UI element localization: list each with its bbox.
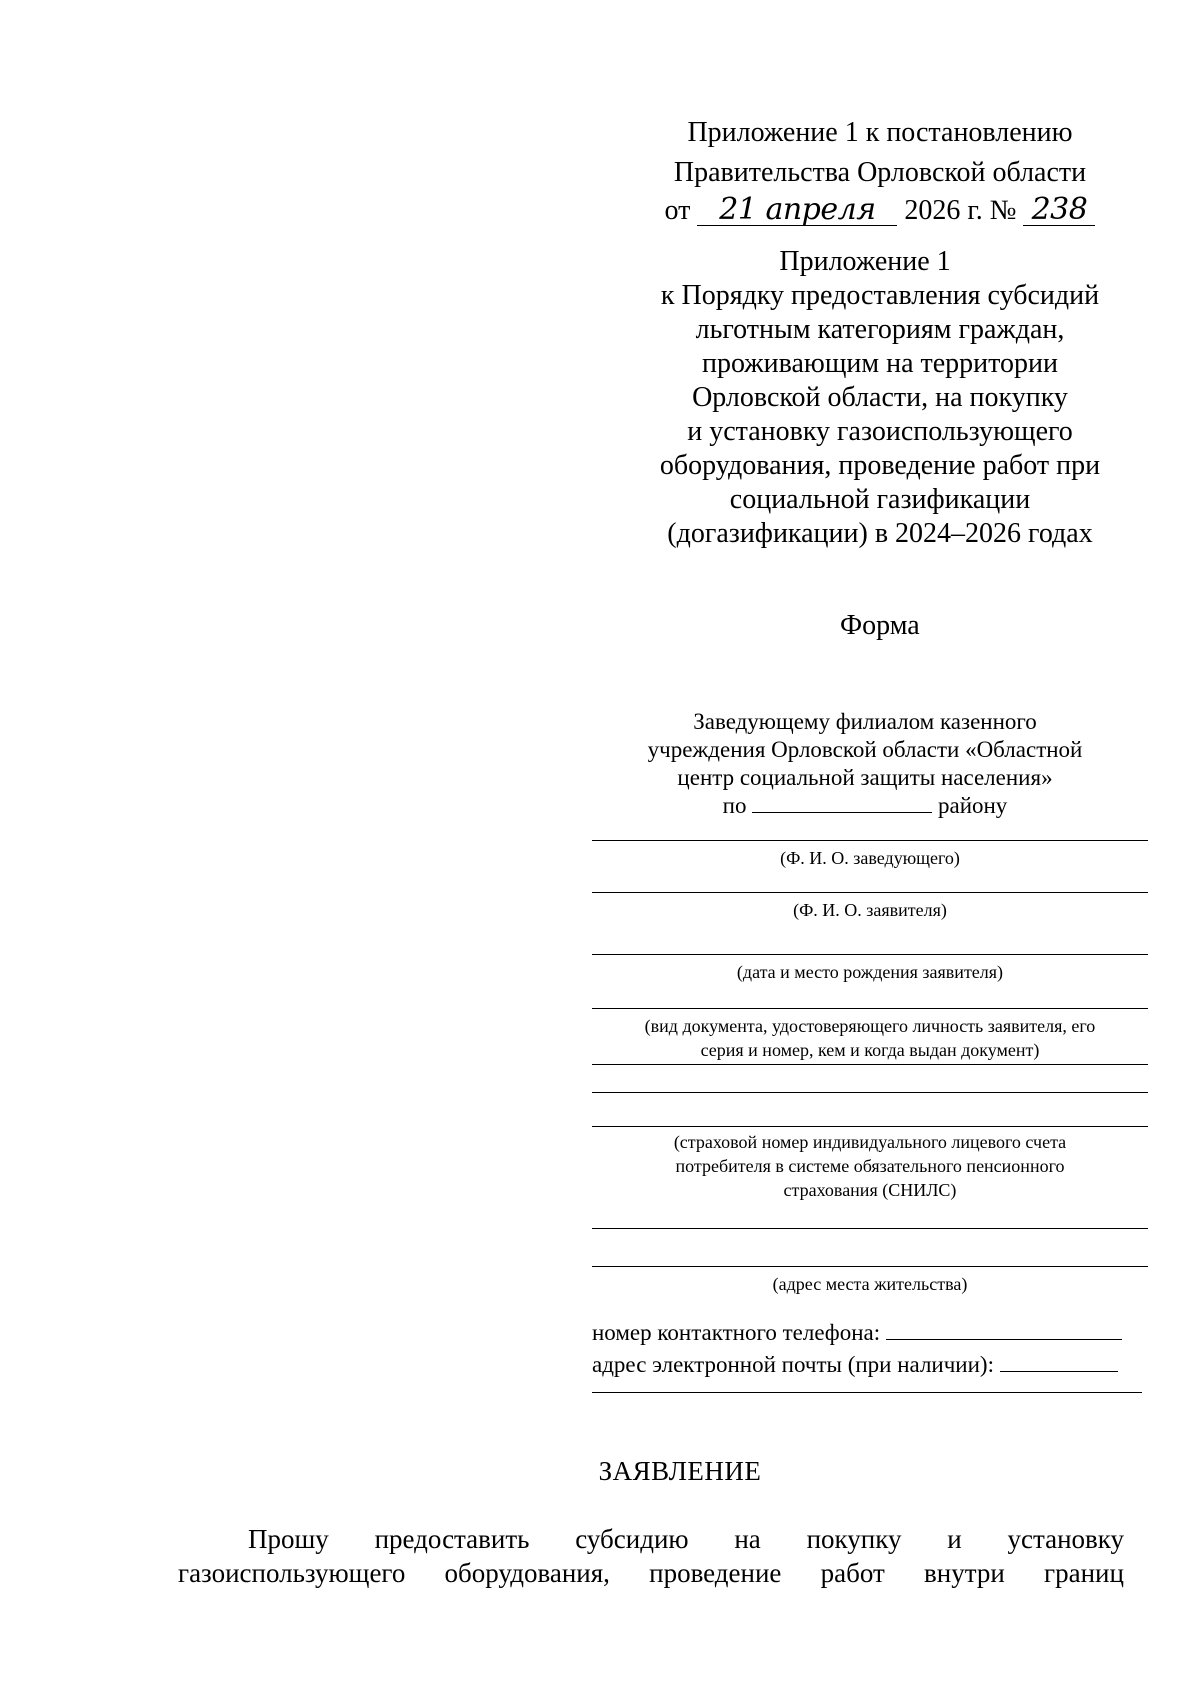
- email-row: [592, 1350, 1148, 1380]
- email-label: адрес электронной почты (при наличии):: [592, 1352, 994, 1377]
- addressee-line-4: [620, 792, 1110, 820]
- decree-date-handwritten: 21 апреля: [697, 195, 897, 226]
- body-word: Прошу: [248, 1524, 329, 1554]
- id-document-line[interactable]: [592, 1008, 1148, 1009]
- body-word: покупку: [806, 1524, 902, 1554]
- id-document-caption-1: (вид документа, удостоверяющего личность заявителя, его: [644, 1016, 1096, 1036]
- body-word: внутри: [924, 1558, 1005, 1588]
- body-word: предоставить: [374, 1524, 530, 1554]
- statement-body: [178, 1522, 1124, 1590]
- applicant-name-caption: (Ф. И. О. заявителя): [793, 900, 947, 920]
- annex-line-5: и установку газоиспользующего: [687, 416, 1073, 447]
- district-prefix: по: [722, 793, 747, 818]
- decree-number-handwritten: 238: [1023, 195, 1095, 226]
- body-word: проведение: [649, 1558, 782, 1588]
- birth-caption: (дата и место рождения заявителя): [736, 962, 1004, 982]
- address-caption: (адрес места жительства): [772, 1274, 968, 1294]
- birth-line[interactable]: [592, 954, 1148, 955]
- decree-header-line-1: Приложение 1 к постановлению: [687, 117, 1073, 148]
- annex-line-3: проживающим на территории: [702, 348, 1058, 379]
- body-word: субсидию: [575, 1524, 689, 1554]
- annex-line-7: социальной газификации: [729, 484, 1031, 515]
- annex-line-1: к Порядку предоставления субсидий: [660, 280, 1100, 311]
- annex-line-6: оборудования, проведение работ при: [659, 450, 1101, 481]
- email-extra-line[interactable]: [592, 1392, 1142, 1393]
- body-word: на: [734, 1524, 761, 1554]
- annex-line-4: Орловской области, на покупку: [692, 382, 1068, 413]
- id-document-caption-2: серия и номер, кем и когда выдан документ): [592, 1038, 1148, 1065]
- email-field[interactable]: [1000, 1353, 1118, 1372]
- decree-year-number-label: 2026 г. №: [904, 195, 1017, 226]
- form-label: Форма: [840, 610, 920, 641]
- addressee-block: [620, 708, 1110, 820]
- decree-from-prefix: от: [664, 195, 691, 226]
- annex-title: Приложение 1: [779, 246, 951, 277]
- snils-caption-3: страхования (СНИЛС): [783, 1180, 957, 1200]
- addressee-line-2: учреждения Орловской области «Областной: [647, 737, 1083, 762]
- body-word: газоиспользующего: [178, 1558, 406, 1588]
- applicant-name-line[interactable]: [592, 892, 1148, 893]
- addressee-line-3: центр социальной защиты населения»: [677, 765, 1053, 790]
- body-word: границ: [1044, 1558, 1124, 1588]
- district-blank[interactable]: [752, 792, 932, 813]
- address-line-1[interactable]: [592, 1228, 1148, 1229]
- address-line-2[interactable]: [592, 1266, 1148, 1267]
- statement-title: ЗАЯВЛЕНИЕ: [598, 1456, 762, 1486]
- addressee-line-1: Заведующему филиалом казенного: [693, 709, 1037, 734]
- phone-label: номер контактного телефона:: [592, 1320, 881, 1345]
- phone-field[interactable]: [886, 1321, 1122, 1340]
- annex-line-8: (догазификации) в 2024–2026 годах: [667, 518, 1093, 549]
- body-word: оборудования,: [444, 1558, 610, 1588]
- id-document-line-2[interactable]: [592, 1092, 1148, 1093]
- decree-date-number-line: [640, 194, 1120, 228]
- district-suffix: району: [937, 793, 1008, 818]
- annex-block: [640, 245, 1120, 551]
- statement-body-line-2: [178, 1556, 1124, 1590]
- phone-row: [592, 1318, 1148, 1348]
- decree-header-line-2: Правительства Орловской области: [673, 157, 1087, 188]
- body-word: установку: [1007, 1524, 1124, 1554]
- body-word: и: [947, 1524, 962, 1554]
- snils-caption-1: (страховой номер индивидуального лицевого счета: [673, 1132, 1067, 1152]
- statement-body-line-1: [178, 1522, 1124, 1556]
- snils-caption-2: потребителя в системе обязательного пенсионного: [675, 1156, 1065, 1176]
- body-word: работ: [820, 1558, 885, 1588]
- head-name-line[interactable]: [592, 840, 1148, 841]
- head-name-caption: (Ф. И. О. заведующего): [780, 848, 960, 868]
- decree-header: [640, 116, 1120, 228]
- annex-line-2: льготным категориям граждан,: [695, 314, 1065, 345]
- snils-line[interactable]: [592, 1126, 1148, 1127]
